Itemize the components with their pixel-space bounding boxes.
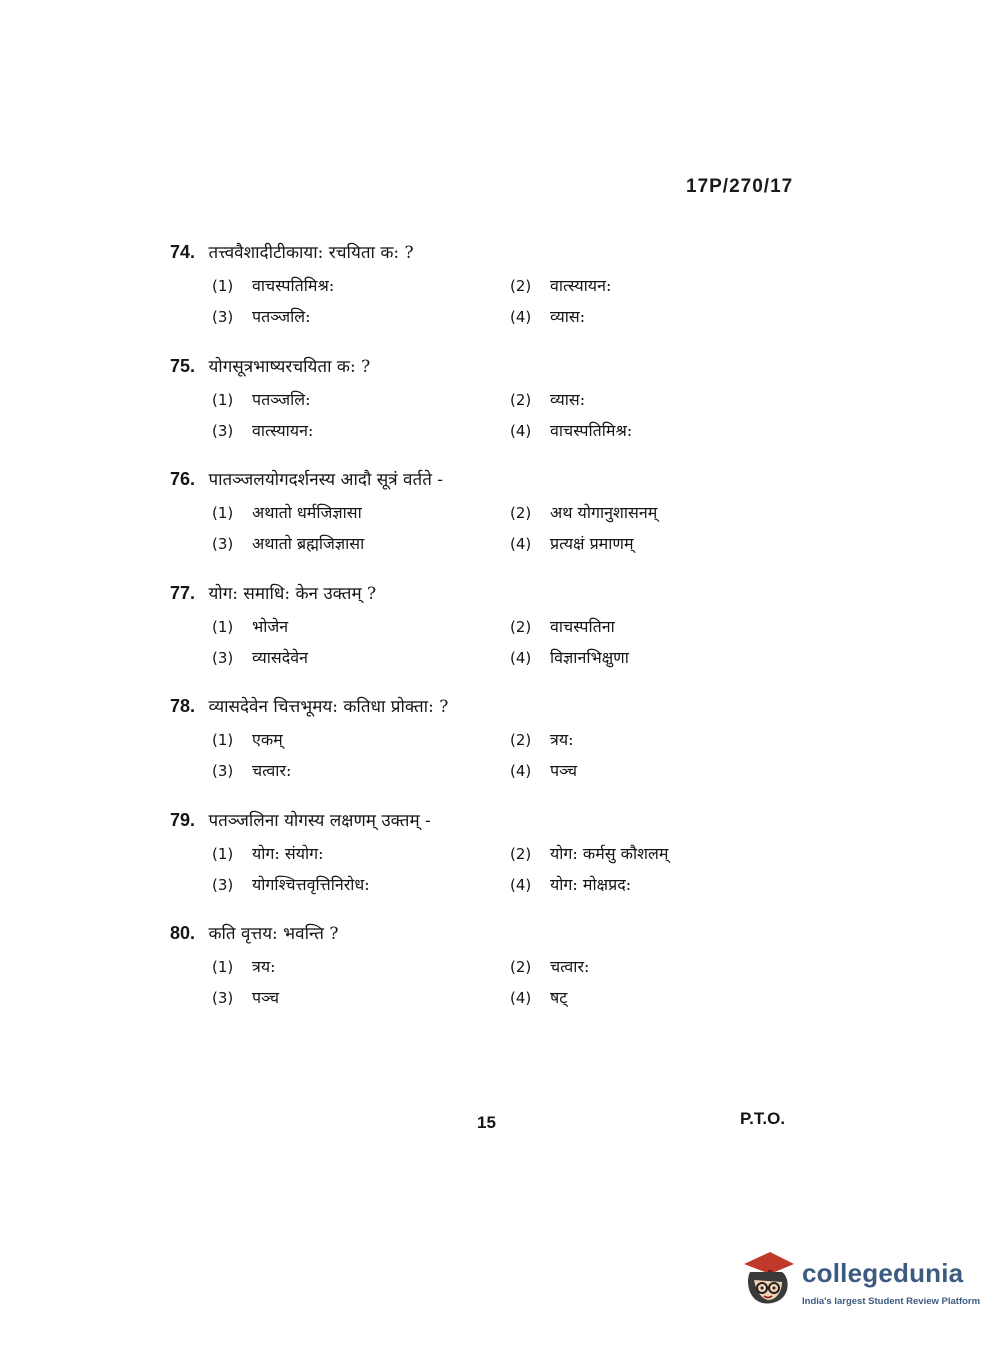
question-75 xyxy=(170,354,790,468)
question-text: तत्त्ववैशादीटीकाया: रचयिता क: ? xyxy=(208,243,414,263)
question-text: योग: समाधि: केन उक्तम् ? xyxy=(208,583,377,604)
question-number: 75. xyxy=(170,355,196,376)
page-number: 15 xyxy=(477,1113,496,1132)
option-1: (1) अथातो धर्मजिज्ञासा xyxy=(212,503,362,522)
option-2: (2) त्रय: xyxy=(510,730,574,749)
option-3: (3) पञ्च xyxy=(212,988,280,1007)
option-4: (4) पञ्च xyxy=(510,761,578,780)
question-number: 80. xyxy=(170,923,196,943)
question-78 xyxy=(170,694,790,808)
question-80 xyxy=(170,921,790,1035)
question-number: 76. xyxy=(170,469,196,489)
option-3: (3) वात्स्यायन: xyxy=(212,420,314,440)
question-list xyxy=(170,240,790,1035)
student-mascot-icon xyxy=(740,1250,796,1310)
option-2: (2) व्यास: xyxy=(510,389,586,409)
option-2: (2) वाचस्पतिना xyxy=(510,616,615,636)
question-number: 77. xyxy=(170,582,196,603)
option-1: (1) पतञ्जलि: xyxy=(212,389,311,409)
option-3: (3) व्यासदेवेन xyxy=(212,647,308,667)
option-4: (4) वाचस्पतिमिश्र: xyxy=(510,420,633,440)
option-3: (3) पतञ्जलि: xyxy=(212,307,311,326)
brand-name: collegedunia xyxy=(802,1258,964,1288)
question-text: पतञ्जलिना योगस्य लक्षणम् उक्तम् - xyxy=(208,810,431,831)
option-1: (1) एकम् xyxy=(212,730,283,749)
option-4: (4) विज्ञानभिक्षुणा xyxy=(510,647,629,667)
option-4: (4) योग: मोक्षप्रद: xyxy=(510,874,632,894)
question-text: कति वृत्तय: भवन्ति ? xyxy=(208,924,339,944)
question-number: 78. xyxy=(170,696,196,716)
question-77 xyxy=(170,581,790,695)
option-1: (1) वाचस्पतिमिश्र: xyxy=(212,276,335,295)
option-4: (4) प्रत्यक्षं प्रमाणम् xyxy=(510,534,634,553)
question-text: योगसूत्रभाष्यरचयिता क: ? xyxy=(208,356,371,377)
option-2: (2) अथ योगानुशासनम् xyxy=(510,503,658,522)
option-3: (3) अथातो ब्रह्मजिज्ञासा xyxy=(212,534,365,553)
question-76 xyxy=(170,467,790,581)
option-1: (1) त्रय: xyxy=(212,957,276,976)
collegedunia-logo xyxy=(740,1246,981,1318)
option-3: (3) योगश्चित्तवृत्तिनिरोध: xyxy=(212,874,370,894)
question-text: व्यासदेवेन चित्तभूमय: कतिधा प्रोक्ता: ? xyxy=(208,697,449,717)
question-79 xyxy=(170,808,790,922)
option-1: (1) भोजेन xyxy=(212,616,289,636)
question-text: पातञ्जलयोगदर्शनस्य आदौ सूत्रं वर्तते - xyxy=(208,470,444,490)
paper-code: 17P/270/17 xyxy=(686,176,794,197)
option-2: (2) चत्वार: xyxy=(510,957,590,976)
question-number: 74. xyxy=(170,242,196,262)
option-2: (2) योग: कर्मसु कौशलम् xyxy=(510,843,669,863)
option-1: (1) योग: संयोग: xyxy=(212,843,324,863)
option-2: (2) वात्स्यायन: xyxy=(510,276,612,295)
question-number: 79. xyxy=(170,809,196,830)
option-4: (4) षट् xyxy=(510,988,568,1007)
brand-tagline: India's largest Student Review Platform xyxy=(802,1296,981,1307)
pto-label: P.T.O. xyxy=(740,1109,786,1128)
option-4: (4) व्यास: xyxy=(510,307,586,326)
question-74 xyxy=(170,240,790,354)
option-3: (3) चत्वार: xyxy=(212,761,292,780)
